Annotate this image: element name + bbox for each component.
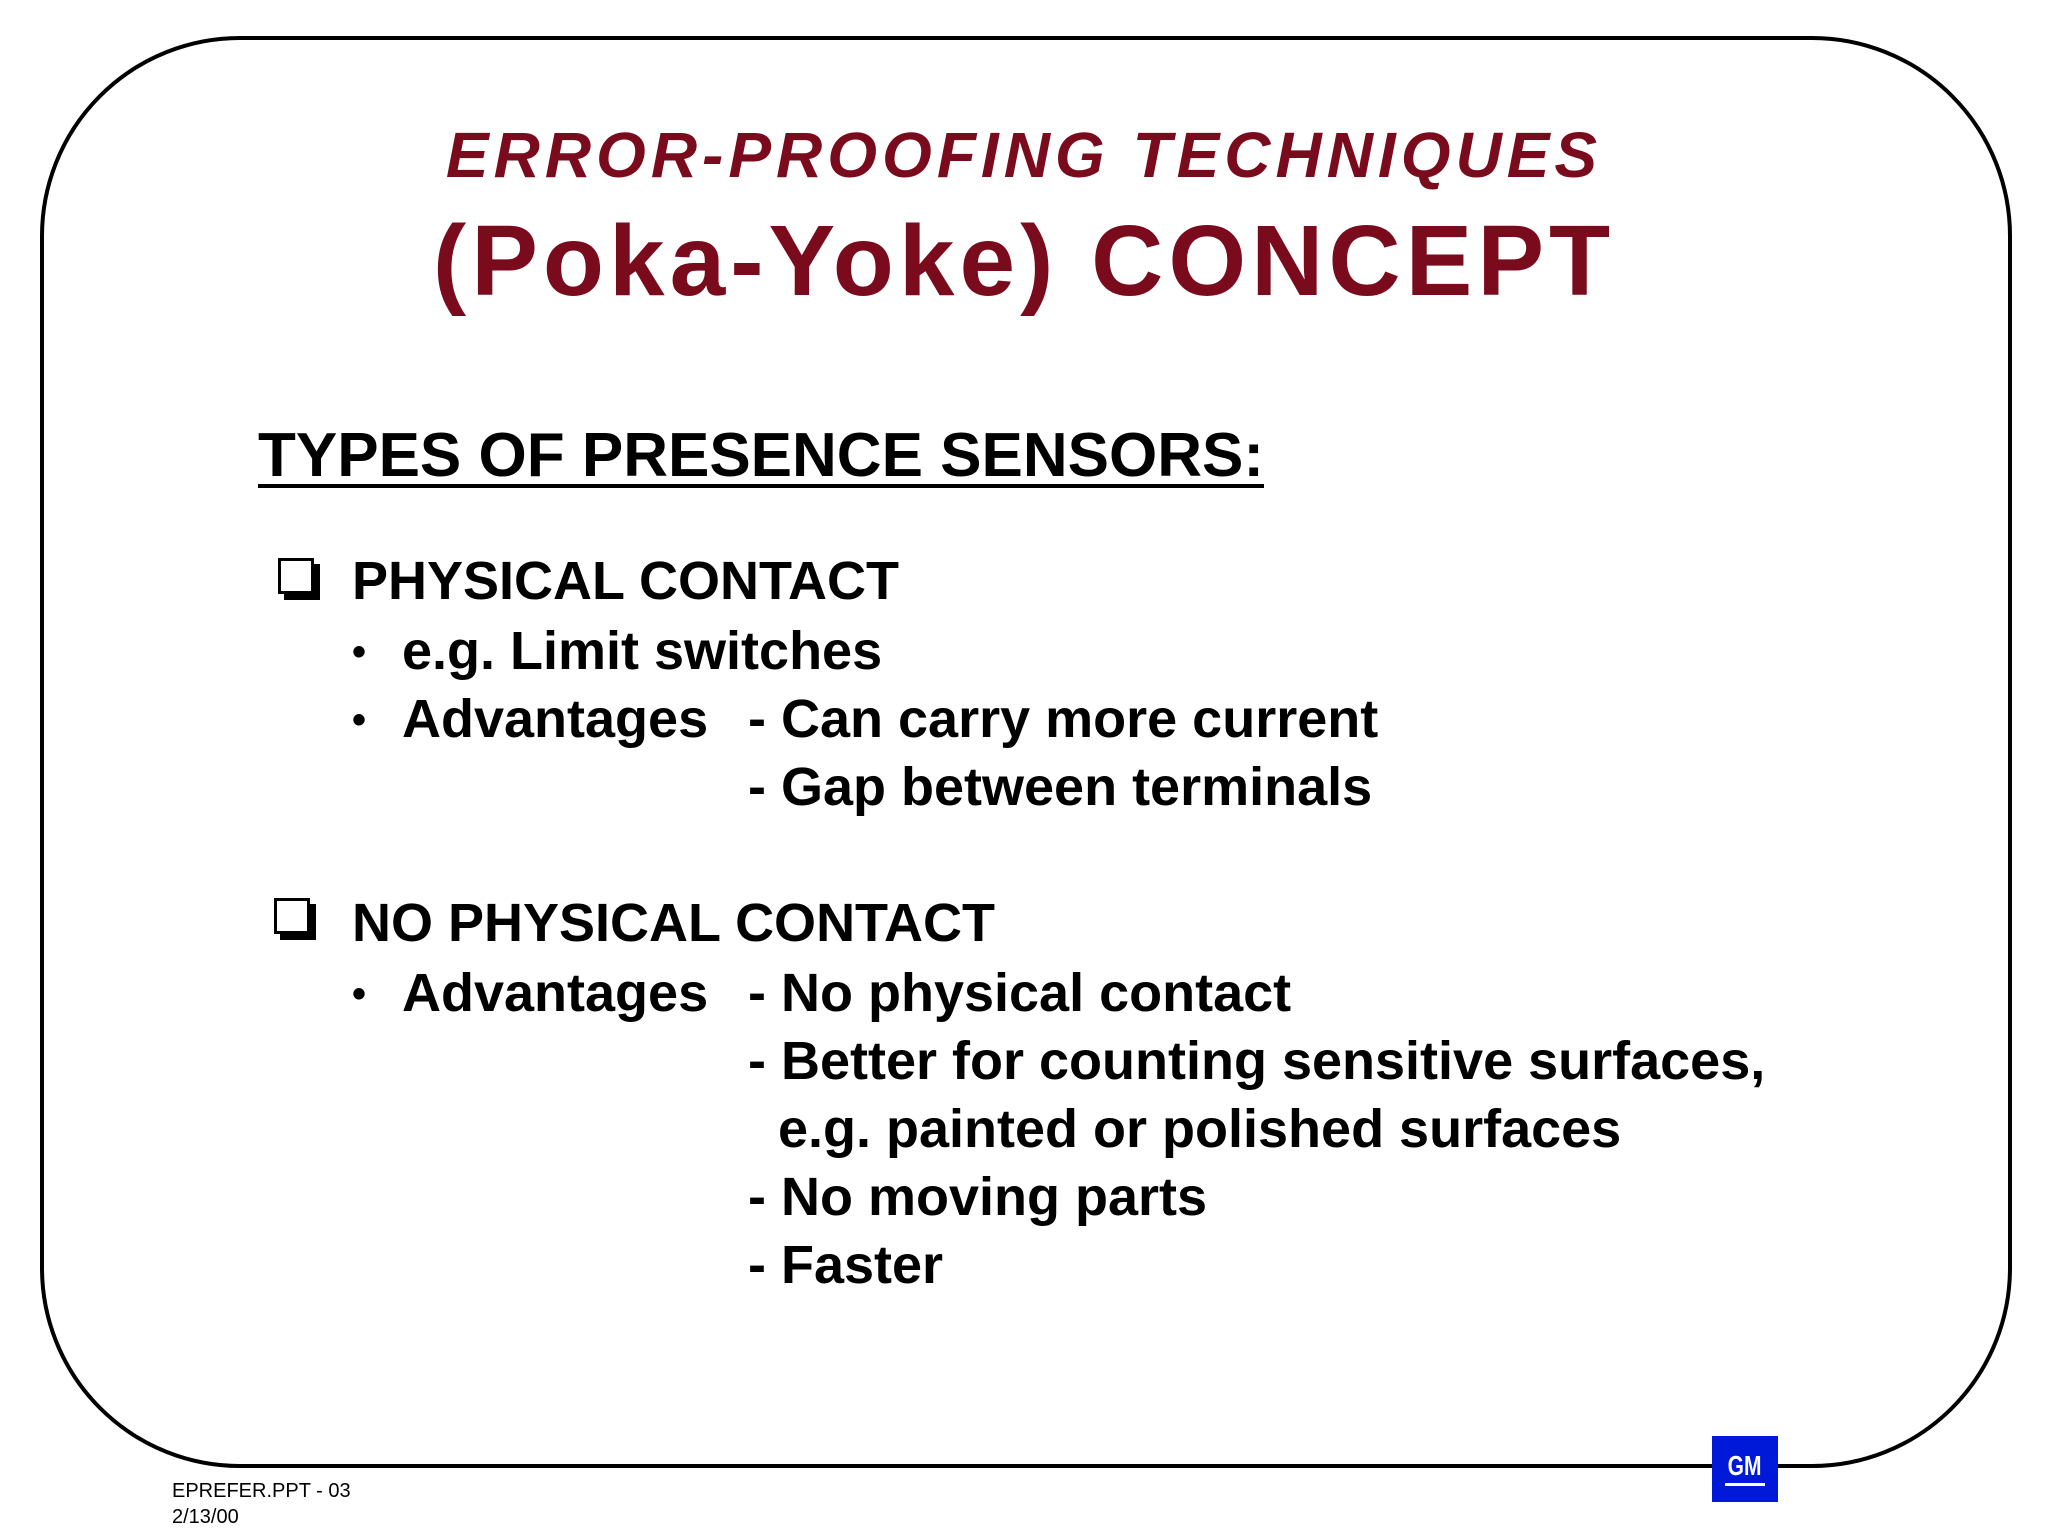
bullet-icon: •	[352, 698, 367, 742]
checkbox-icon	[274, 898, 310, 934]
advantage-point: - No physical contact	[748, 963, 1292, 1023]
checkbox-icon	[278, 558, 314, 594]
slide-title-line-1: ERROR-PROOFING TECHNIQUES	[445, 119, 1603, 191]
bullet-icon: •	[352, 972, 367, 1016]
group-heading-no-physical-contact: NO PHYSICAL CONTACT	[352, 893, 996, 953]
advantage-point-continuation: e.g. painted or polished surfaces	[748, 1099, 1622, 1159]
footer-filename: EPREFER.PPT - 03	[172, 1480, 351, 1502]
bullet-icon: •	[352, 630, 367, 674]
section-heading: TYPES OF PRESENCE SENSORS:	[258, 421, 1264, 490]
advantage-point: - Faster	[748, 1235, 944, 1295]
bullet-advantages-label: Advantages	[402, 963, 709, 1023]
logo-text: GM	[1728, 1450, 1762, 1481]
gm-logo	[1712, 1436, 1778, 1502]
bullet-example: e.g. Limit switches	[402, 621, 883, 681]
footer-date: 2/13/00	[172, 1506, 239, 1528]
slide-title-line-2: (Poka-Yoke) CONCEPT	[432, 205, 1616, 317]
advantage-point: - No moving parts	[748, 1167, 1208, 1227]
logo-underline	[1725, 1483, 1765, 1486]
group-heading-physical-contact: PHYSICAL CONTACT	[352, 551, 900, 611]
advantage-point: - Better for counting sensitive surfaces,	[748, 1031, 1766, 1091]
advantage-point: - Gap between terminals	[748, 757, 1373, 817]
bullet-advantages-label: Advantages	[402, 689, 709, 749]
advantage-point: - Can carry more current	[748, 689, 1379, 749]
